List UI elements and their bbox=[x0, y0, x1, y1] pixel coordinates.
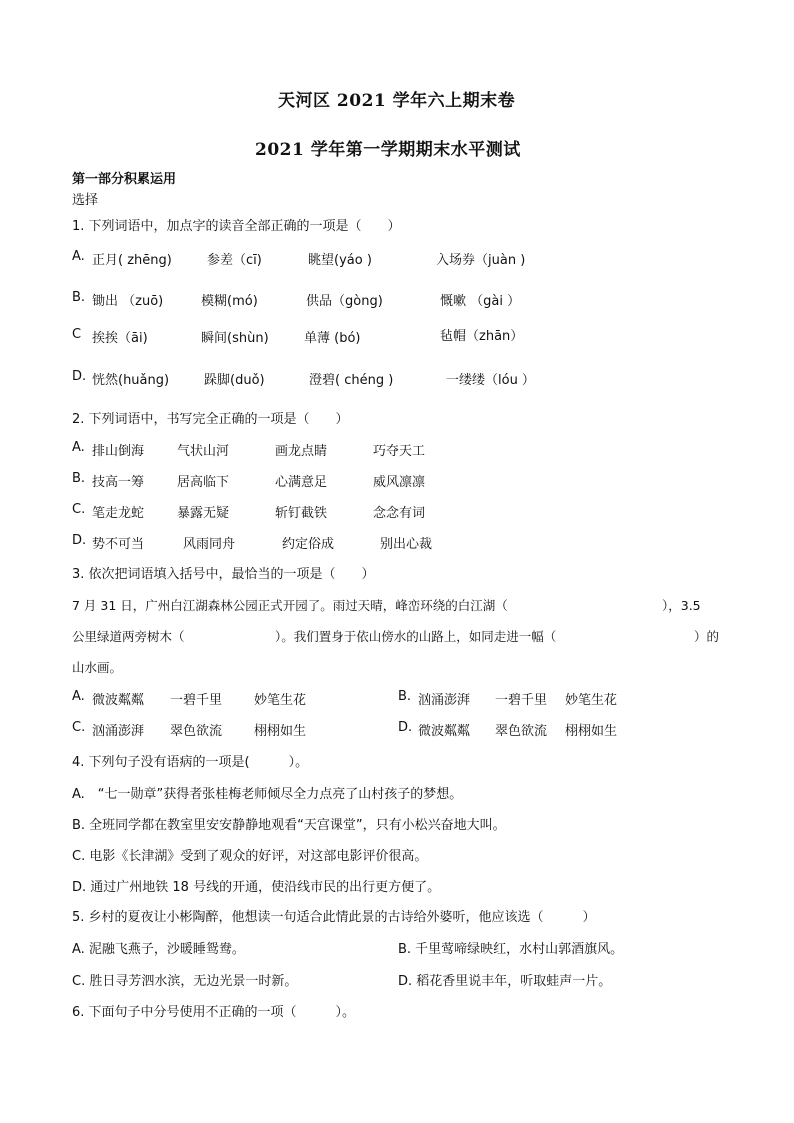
q5-option-b: B. 千里莺啼绿映红，水村山郭酒旗风。 bbox=[398, 942, 624, 957]
q2-option-b-item2: 居高临下 bbox=[177, 475, 230, 490]
q3-option-a-item1: 微波粼粼 bbox=[92, 693, 145, 708]
q2-option-c-item1: 笔走龙蛇 bbox=[92, 506, 145, 521]
q1-option-d-item1: 恍然(huǎng) bbox=[92, 373, 170, 388]
q3-option-b-label: B. bbox=[398, 689, 412, 704]
q5-option-d: D. 稻花香里说丰年，听取蛙声一片。 bbox=[398, 974, 612, 989]
q1-option-b-item3: 供品（gòng) bbox=[306, 294, 383, 309]
q2-option-b-item1: 技高一筹 bbox=[92, 475, 145, 490]
q4-stem: 4. 下列句子没有语病的一项是( ）。 bbox=[72, 755, 309, 770]
q3-passage-line1b: ），3.5 bbox=[662, 598, 701, 613]
q1-option-a-item2: 参差（cī) bbox=[207, 253, 262, 268]
q2-option-d-item4: 别出心裁 bbox=[380, 537, 433, 552]
q3-passage-line2c: ）的 bbox=[694, 629, 720, 644]
q2-option-c-label: C. bbox=[72, 502, 86, 517]
q3-option-d-item1: 微波粼粼 bbox=[418, 724, 471, 739]
q2-option-b-label: B. bbox=[72, 471, 86, 486]
q3-option-d-item3: 栩栩如生 bbox=[565, 724, 618, 739]
exam-subtitle: 2021 学年第一学期期末水平测试 bbox=[255, 140, 521, 160]
q4-option-c: C. 电影《长津湖》受到了观众的好评，对这部电影评价很高。 bbox=[72, 849, 428, 864]
exam-title: 天河区 2021 学年六上期末卷 bbox=[278, 91, 516, 111]
q1-option-c-item2: 瞬间(shùn) bbox=[201, 331, 269, 346]
q2-option-a-label: A. bbox=[72, 440, 85, 455]
q1-option-b-item1: 锄出 （zuō) bbox=[92, 294, 164, 309]
q1-option-d-item2: 跺脚(duǒ) bbox=[204, 373, 265, 388]
q2-option-a-item1: 排山倒海 bbox=[92, 444, 145, 459]
q3-passage-line1a: 7 月 31 日，广州白江湖森林公园正式开园了。雨过天晴，峰峦环绕的白江湖（ bbox=[72, 598, 508, 613]
q4-option-a: A. “七一勋章”获得者张桂梅老师倾尽全力点亮了山村孩子的梦想。 bbox=[72, 787, 463, 802]
q2-option-a-item4: 巧夺天工 bbox=[373, 444, 426, 459]
q3-option-c-label: C. bbox=[72, 720, 86, 735]
q1-option-a-item3: 眺望(yáo ) bbox=[308, 253, 372, 268]
q6-stem: 6. 下面句子中分号使用不正确的一项（ ）。 bbox=[72, 1005, 356, 1020]
q2-option-a-item2: 气状山河 bbox=[177, 444, 230, 459]
q3-option-a-label: A. bbox=[72, 689, 85, 704]
q2-option-c-item3: 斩钉截铁 bbox=[275, 506, 328, 521]
q1-option-d-item3: 澄碧( chéng ) bbox=[309, 373, 394, 388]
q3-option-a-item3: 妙笔生花 bbox=[254, 693, 307, 708]
q3-option-a-item2: 一碧千里 bbox=[170, 693, 223, 708]
q2-option-a-item3: 画龙点睛 bbox=[275, 444, 328, 459]
q1-option-b-label: B. bbox=[72, 290, 86, 305]
q1-option-d-item4: 一缕缕（lóu ） bbox=[446, 373, 535, 388]
q1-option-b-item4: 慨嗽 （gài ） bbox=[440, 294, 521, 309]
q1-option-d-label: D. bbox=[72, 369, 87, 384]
q1-stem: 1. 下列词语中，加点字的读音全部正确的一项是（ ） bbox=[72, 219, 401, 234]
q3-option-d-label: D. bbox=[398, 720, 413, 735]
q1-option-c-item4: 毡帽（zhān） bbox=[440, 329, 524, 344]
q4-option-b: B. 全班同学都在教室里安安静静地观看“天宫课堂”，只有小松兴奋地大叫。 bbox=[72, 818, 506, 833]
q2-option-d-item1: 势不可当 bbox=[92, 537, 145, 552]
q2-option-b-item4: 威风凛凛 bbox=[373, 475, 426, 490]
q1-option-a-item1: 正月( zhēng) bbox=[92, 253, 172, 268]
q3-stem: 3. 依次把词语填入括号中，最恰当的一项是（ ） bbox=[72, 567, 375, 582]
q3-option-b-item3: 妙笔生花 bbox=[565, 693, 618, 708]
q1-option-c-label: C bbox=[72, 327, 82, 342]
q3-option-b-item2: 一碧千里 bbox=[495, 693, 548, 708]
q1-option-c-item3: 单薄 (bó) bbox=[304, 331, 361, 346]
q2-option-d-label: D. bbox=[72, 533, 87, 548]
section-subheading: 选择 bbox=[72, 193, 99, 208]
q3-option-d-item2: 翠色欲流 bbox=[495, 724, 548, 739]
section-heading: 第一部分积累运用 bbox=[72, 172, 177, 187]
q2-stem: 2. 下列词语中，书写完全正确的一项是（ ） bbox=[72, 412, 349, 427]
q2-option-c-item4: 念念有词 bbox=[373, 506, 426, 521]
q2-option-c-item2: 暴露无疑 bbox=[177, 506, 230, 521]
q2-option-b-item3: 心满意足 bbox=[275, 475, 328, 490]
q5-option-c: C. 胜日寻芳泗水滨，无边光景一时新。 bbox=[72, 974, 298, 989]
q5-option-a: A. 泥融飞燕子，沙暖睡鸳鸯。 bbox=[72, 942, 245, 957]
q3-passage-line3: 山水画。 bbox=[72, 660, 123, 675]
q3-option-c-item1: 汹涌澎湃 bbox=[92, 724, 145, 739]
q3-option-c-item2: 翠色欲流 bbox=[170, 724, 223, 739]
q3-passage-line2a: 公里绿道两旁树木（ bbox=[72, 629, 185, 644]
q1-option-c-item1: 挨挨（āi) bbox=[92, 331, 148, 346]
q2-option-d-item3: 约定俗成 bbox=[282, 537, 335, 552]
q3-passage-line2b: ）。我们置身于依山傍水的山路上，如同走进一幅（ bbox=[275, 629, 557, 644]
q1-option-a-item4: 入场券（juàn ) bbox=[436, 253, 526, 268]
q3-option-c-item3: 栩栩如生 bbox=[254, 724, 307, 739]
q3-option-b-item1: 汹涌澎湃 bbox=[418, 693, 471, 708]
q4-option-d: D. 通过广州地铁 18 号线的开通，使沿线市民的出行更方便了。 bbox=[72, 880, 441, 895]
q5-stem: 5. 乡村的夏夜让小彬陶醉，他想读一句适合此情此景的古诗给外婆听，他应该选（ ） bbox=[72, 910, 596, 925]
q1-option-b-item2: 模糊(mó) bbox=[201, 294, 258, 309]
q1-option-a-label: A. bbox=[72, 249, 85, 264]
q2-option-d-item2: 风雨同舟 bbox=[183, 537, 236, 552]
